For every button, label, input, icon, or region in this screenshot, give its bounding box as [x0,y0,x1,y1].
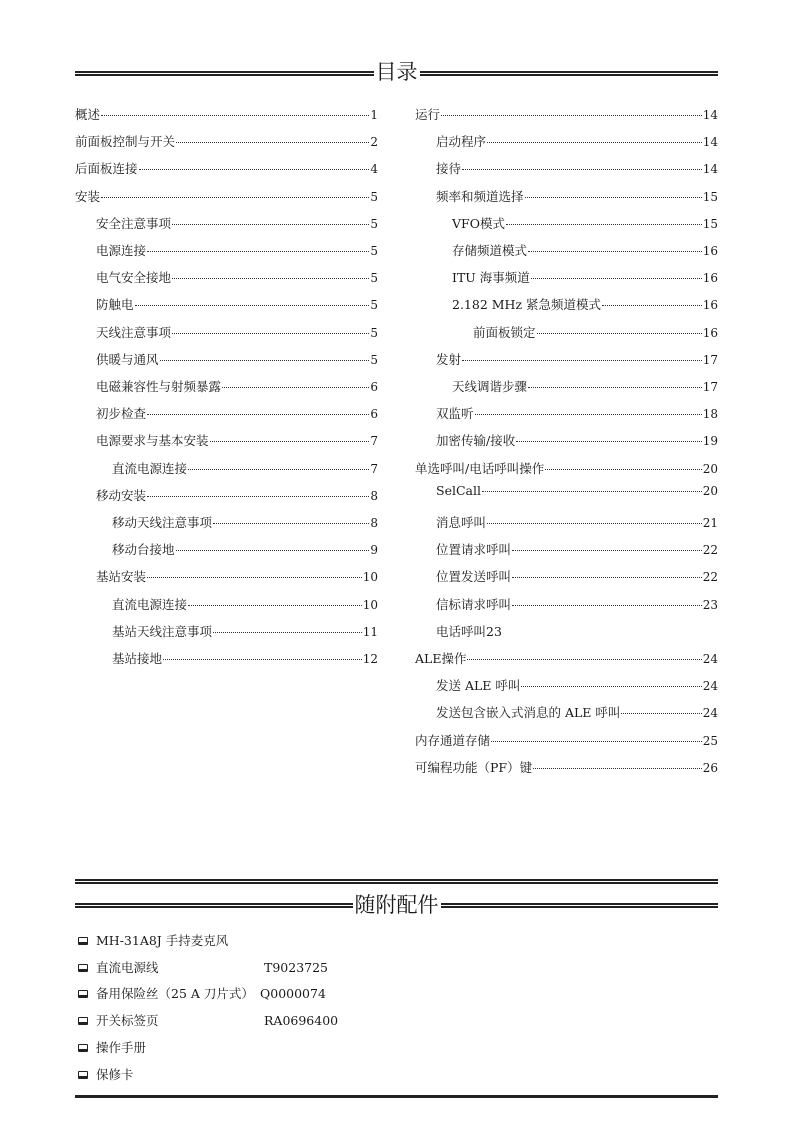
toc-entry[interactable] [436,568,718,586]
toc-dot-leader [101,197,369,198]
toc-entry-label: 基站天线注意事项 [112,623,213,639]
toc-dot-leader [147,414,369,415]
toc-entry-page: 14 [702,162,718,177]
accessory-item [78,959,329,977]
toc-dot-leader [188,469,369,470]
toc-entry-page: 1 [370,108,378,122]
toc-entry-page: 4 [370,162,378,177]
toc-dot-leader [172,333,369,334]
toc-entry[interactable] [96,242,378,260]
toc-entry-page: 22 [702,543,718,558]
toc-entry-label: 启动程序 [436,134,487,150]
toc-entry-label: 天线调谐步骤 [452,379,528,394]
toc-dot-leader [512,577,702,578]
toc-entry-label: ALE操作 [415,651,467,666]
toc-entry[interactable] [96,487,378,505]
accessory-part-code: Q0000074 [260,986,326,1002]
toc-dot-leader [135,305,370,306]
toc-entry[interactable] [436,160,718,178]
toc-entry-page: 5 [370,298,378,313]
toc-entry[interactable] [452,242,718,260]
toc-entry-page: 24 [702,652,718,666]
accessory-item [78,1012,339,1030]
toc-entry-page: 10 [362,570,378,585]
toc-entry-label: 发送包含嵌入式消息的 ALE 呼叫 [436,705,621,721]
toc-dot-leader [516,441,702,442]
toc-entry-label: 安全注意事项 [96,215,172,231]
toc-entry-label: 电源连接 [96,243,147,258]
toc-entry-label: 直流电源连接 [112,596,188,612]
accessories-top-rule [75,879,718,884]
toc-dot-leader [487,142,702,143]
accessory-name: 开关标签页 [96,1013,159,1029]
toc-dot-leader [101,115,369,116]
toc-dot-leader [441,115,702,116]
toc-entry[interactable] [112,514,378,532]
toc-entry-page: 24 [702,679,718,694]
toc-entry[interactable] [75,188,378,206]
toc-entry-page: 6 [370,407,378,422]
toc-entry-label: 供暖与通风 [96,351,159,367]
toc-entry[interactable] [112,596,378,614]
toc-entry-label: 双监听 [436,406,474,422]
toc-dot-leader [602,305,702,306]
toc-entry-label: VFO模式 [452,215,505,231]
toc-entry-page: 15 [702,189,718,204]
toc-entry-label: 运行 [415,107,441,122]
checkbox-bullet-icon [78,1071,88,1079]
toc-entry-label: 电话呼叫23 [436,623,502,639]
toc-entry-label: 直流电源连接 [112,460,188,476]
toc-dot-leader [533,768,702,769]
toc-dot-leader [525,197,702,198]
toc-entry-label: 单选呼叫/电话呼叫操作 [415,460,545,476]
toc-entry-label: 基站安装 [96,569,147,585]
toc-dot-leader [512,550,702,551]
toc-entry[interactable] [436,596,718,614]
toc-entry-page: 20 [702,483,718,498]
toc-entry-page: 5 [370,244,378,258]
toc-entry[interactable] [75,106,378,124]
toc-entry[interactable] [415,759,718,777]
toc-dot-leader [139,169,370,170]
toc-dot-leader [147,496,369,497]
toc-dot-leader [475,414,702,415]
toc-entry[interactable] [436,704,718,722]
toc-entry-label: 前面板锁定 [473,324,536,340]
checkbox-bullet-icon [78,1017,88,1025]
toc-heading [0,60,793,84]
toc-entry-label: 可编程功能（PF）键 [415,759,533,775]
toc-entry-page: 21 [702,516,718,530]
toc-dot-leader [176,142,369,143]
toc-entry-page: 15 [702,216,718,231]
toc-entry-label: 后面板连接 [75,161,138,177]
toc-entry-label: 2.182 MHz 紧急频道模式 [452,297,602,313]
toc-dot-leader [467,659,701,660]
toc-entry-label: 位置请求呼叫 [436,542,512,558]
toc-entry-page: 17 [702,380,718,394]
toc-entry[interactable] [96,215,378,233]
toc-entry[interactable] [96,351,378,369]
toc-dot-leader [487,523,702,524]
toc-entry[interactable] [436,482,718,500]
toc-entry[interactable] [96,405,378,423]
accessory-item [78,1039,146,1057]
accessory-name: MH-31A8J 手持麦克风 [96,933,229,948]
toc-entry-page: 16 [702,298,718,313]
toc-dot-leader [188,605,362,606]
toc-entry-label: 电源要求与基本安装 [96,433,209,449]
toc-entry[interactable] [415,650,718,668]
toc-entry-label: 防触电 [96,297,134,313]
toc-entry-page: 9 [370,543,378,558]
accessory-part-code: T9023725 [264,959,329,975]
toc-entry-label: 信标请求呼叫 [436,596,512,612]
accessory-item [78,932,228,950]
toc-entry[interactable] [415,460,718,478]
toc-entry-label: 位置发送呼叫 [436,569,512,585]
toc-dot-leader [528,387,702,388]
toc-entry[interactable] [473,324,718,342]
toc-entry-page: 5 [370,325,378,340]
accessory-item [78,1066,134,1084]
accessory-name: 操作手册 [96,1039,147,1055]
toc-entry-label: 电气安全接地 [96,270,172,286]
toc-dot-leader [512,605,702,606]
toc-entry-label: 电磁兼容性与射频暴露 [96,379,222,394]
checkbox-bullet-icon [78,990,88,998]
toc-entry-page: 17 [702,352,718,367]
toc-entry[interactable] [96,432,378,450]
toc-dot-leader [172,224,369,225]
toc-dot-leader [621,713,701,714]
toc-entry-label: 发射 [436,351,462,367]
toc-entry[interactable] [436,677,718,695]
toc-dot-leader [462,360,702,361]
toc-entry[interactable] [96,568,378,586]
toc-entry[interactable] [436,514,718,532]
toc-entry-page: 10 [362,597,378,612]
toc-entry[interactable] [452,215,718,233]
toc-entry-page: 23 [702,597,718,612]
toc-dot-leader [213,632,362,633]
toc-entry-page: 6 [370,380,378,394]
toc-dot-leader [537,333,702,334]
toc-entry[interactable] [436,133,718,151]
toc-entry-label: 前面板控制与开关 [75,134,176,150]
toc-entry-page: 16 [702,271,718,286]
toc-entry-page: 24 [702,706,718,721]
toc-dot-leader [506,224,702,225]
accessory-name: 备用保险丝（25 A 刀片式） [96,986,254,1002]
toc-entry-label: 概述 [75,107,101,122]
toc-entry-page: 14 [702,135,718,150]
toc-dot-leader [521,686,701,687]
bottom-rule [75,1095,718,1098]
toc-entry-label: ITU 海事频道 [452,270,530,286]
toc-dot-leader [147,251,369,252]
toc-dot-leader [545,469,702,470]
toc-entry-label: 内存通道存储 [415,732,491,748]
checkbox-bullet-icon [78,964,88,972]
toc-entry-label: 移动台接地 [112,542,175,558]
accessories-title: 随附配件 [354,893,439,917]
toc-entry-page: 25 [702,733,718,748]
toc-entry[interactable] [452,296,718,314]
toc-entry-page: 8 [370,516,378,530]
toc-entry[interactable] [96,296,378,314]
toc-entry-page: 8 [370,488,378,503]
toc-entry-page: 5 [370,271,378,286]
toc-entry[interactable] [75,133,378,151]
toc-entry[interactable] [112,650,378,668]
toc-entry[interactable] [415,732,718,750]
toc-dot-leader [210,441,370,442]
toc-entry[interactable] [436,623,718,641]
toc-entry[interactable] [436,541,718,559]
toc-entry[interactable] [96,269,378,287]
toc-entry-page: 22 [702,570,718,585]
toc-entry-label: 移动安装 [96,487,147,503]
toc-dot-leader [531,278,702,279]
checkbox-bullet-icon [78,937,88,945]
toc-entry-page: 5 [370,216,378,231]
toc-entry-page: 5 [370,189,378,204]
toc-entry-page: 20 [702,461,718,476]
toc-entry[interactable] [112,623,378,641]
toc-dot-leader [176,550,370,551]
toc-entry-page: 11 [362,624,378,639]
toc-entry-label: SelCall [436,482,481,498]
toc-dot-leader [147,577,362,578]
toc-dot-leader [213,523,369,524]
accessory-item [78,985,326,1003]
toc-entry[interactable] [96,324,378,342]
toc-entry[interactable] [112,460,378,478]
toc-dot-leader [172,278,369,279]
toc-entry-page: 2 [370,135,378,150]
toc-dot-leader [491,741,702,742]
accessory-name: 保修卡 [96,1066,134,1082]
toc-entry[interactable] [452,269,718,287]
toc-entry-label: 初步检查 [96,406,147,422]
toc-dot-leader [160,360,370,361]
toc-entry-page: 18 [702,407,718,422]
toc-dot-leader [163,659,362,660]
toc-entry[interactable] [452,378,718,396]
toc-title: 目录 [375,60,418,84]
accessory-name: 直流电源线 [96,959,159,975]
toc-entry[interactable] [436,432,718,450]
toc-entry[interactable] [96,378,378,396]
toc-entry-page: 19 [702,434,718,449]
toc-entry-label: 安装 [75,188,101,204]
toc-entry-label: 基站接地 [112,651,163,666]
accessory-part-code: RA0696400 [264,1013,339,1029]
toc-entry-page: 7 [370,461,378,476]
toc-entry-label: 频率和频道选择 [436,188,524,204]
toc-entry[interactable] [75,160,378,178]
toc-entry-label: 加密传输/接收 [436,433,516,449]
accessories-heading [0,893,793,917]
toc-entry-page: 26 [702,760,718,775]
toc-entry[interactable] [436,188,718,206]
toc-entry-page: 16 [702,325,718,340]
toc-entry[interactable] [415,106,718,124]
toc-entry[interactable] [436,351,718,369]
toc-entry-label: 天线注意事项 [96,324,172,340]
toc-entry-label: 接待 [436,161,462,177]
toc-dot-leader [482,491,702,492]
toc-entry-page: 7 [370,434,378,449]
toc-entry-label: 发送 ALE 呼叫 [436,678,521,694]
toc-entry-page: 12 [362,652,378,666]
toc-dot-leader [222,387,369,388]
toc-entry[interactable] [436,405,718,423]
toc-entry-label: 存储频道模式 [452,243,528,258]
toc-entry-label: 移动天线注意事项 [112,515,213,530]
toc-dot-leader [528,251,702,252]
checkbox-bullet-icon [78,1044,88,1052]
toc-entry-page: 14 [702,108,718,122]
toc-entry-page: 5 [370,352,378,367]
toc-dot-leader [462,169,702,170]
toc-entry[interactable] [112,541,378,559]
toc-entry-page: 16 [702,244,718,258]
toc-entry-label: 消息呼叫 [436,515,487,530]
